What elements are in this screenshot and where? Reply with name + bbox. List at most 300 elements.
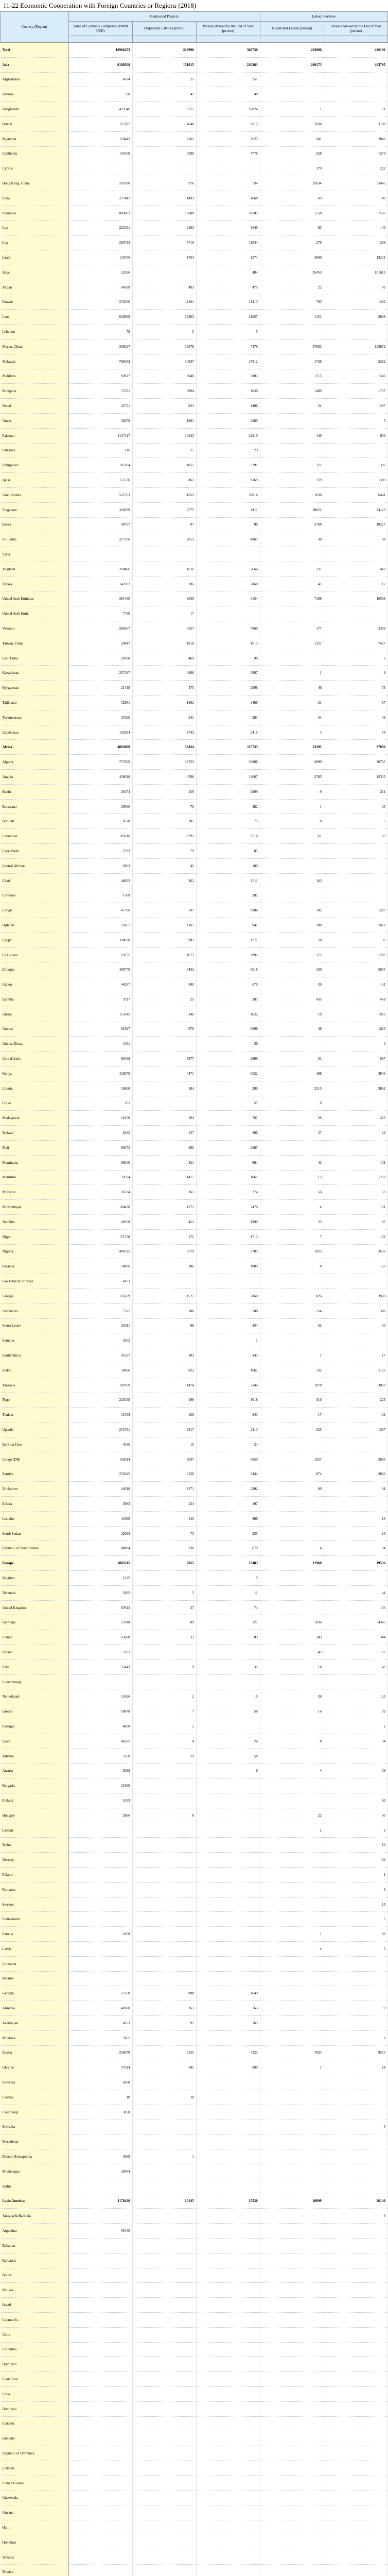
value-cell: 89 <box>132 1615 196 1630</box>
value-cell: 1935 <box>324 1007 387 1022</box>
value-cell: 3920 <box>324 1289 387 1303</box>
country-name: Haiti <box>1 2520 69 2535</box>
table-row <box>1 2401 388 2416</box>
value-cell <box>68 161 132 176</box>
value-cell: 1225 <box>68 1571 132 1586</box>
value-cell: 85 <box>196 844 260 859</box>
value-cell: 73 <box>324 681 387 696</box>
country-name: Dominica <box>1 2357 69 2372</box>
value-cell: 6154 <box>196 591 260 606</box>
value-cell: 20765 <box>324 755 387 770</box>
country-name: Honduras <box>1 2535 69 2550</box>
value-cell <box>132 2476 196 2490</box>
country-name: Japan <box>1 265 69 280</box>
value-cell: 34 <box>260 710 324 725</box>
value-cell: 1650 <box>196 384 260 399</box>
value-cell: 270256 <box>68 295 132 310</box>
value-cell <box>260 1511 324 1526</box>
table-row <box>1 2372 388 2387</box>
value-cell: 36 <box>196 1037 260 1052</box>
table-row <box>1 2327 388 2342</box>
value-cell: 92 <box>132 2015 196 2030</box>
value-cell: 122 <box>260 458 324 473</box>
value-cell: 482 <box>196 799 260 814</box>
value-cell: 47796 <box>68 903 132 918</box>
country-name: Turkey <box>1 577 69 591</box>
value-cell <box>68 2268 132 2283</box>
country-header: Country (Region) <box>1 12 69 43</box>
country-name: Djibouti <box>1 918 69 933</box>
country-name: Finland <box>1 1793 69 1808</box>
value-cell: 4776 <box>196 146 260 161</box>
value-cell: 6200 <box>68 2075 132 2090</box>
value-cell: 2785 <box>260 770 324 785</box>
value-cell <box>260 1719 324 1734</box>
country-name: Namibia <box>1 1214 69 1229</box>
value-cell: 19600 <box>68 1081 132 1096</box>
value-cell: 1737 <box>324 384 387 399</box>
value-cell: 4 <box>260 1942 324 1957</box>
value-cell <box>196 1853 260 1868</box>
value-cell <box>132 1853 196 1868</box>
table-row <box>1 1096 388 1111</box>
value-cell <box>260 888 324 903</box>
value-cell: 403795 <box>324 57 387 72</box>
value-cell: 182 <box>260 903 324 918</box>
unit-cell <box>68 36 132 43</box>
country-name: Liberia <box>1 1081 69 1096</box>
value-cell: 290 <box>196 1081 260 1096</box>
table-row <box>1 829 388 844</box>
value-cell: 64 <box>324 1853 387 1868</box>
value-cell <box>260 606 324 621</box>
country-name: United Arab Emirates <box>1 591 69 606</box>
country-name: Barbados <box>1 2253 69 2268</box>
value-cell: 2817 <box>132 1422 196 1437</box>
value-cell <box>196 1674 260 1689</box>
value-cell: 277441 <box>68 191 132 206</box>
value-cell <box>132 2386 196 2401</box>
value-cell: 3470 <box>196 1200 260 1215</box>
value-cell: 1999 <box>196 1214 260 1229</box>
value-cell <box>260 2490 324 2505</box>
table-row <box>1 858 388 873</box>
value-cell <box>132 1645 196 1660</box>
country-name: Cayman Is. <box>1 2312 69 2327</box>
value-cell: 489779 <box>68 962 132 977</box>
table-row <box>1 621 388 636</box>
table-row <box>1 1066 388 1081</box>
value-cell <box>260 1838 324 1853</box>
value-cell: 458 <box>324 992 387 1007</box>
value-cell: 54 <box>324 725 387 740</box>
country-name: Mongolia <box>1 384 69 399</box>
value-cell: 33 <box>324 799 387 814</box>
value-cell: 22819 <box>196 428 260 443</box>
value-cell: 406795 <box>68 1244 132 1259</box>
table-row <box>1 1393 388 1408</box>
value-cell: 1764 <box>132 250 196 265</box>
value-cell: 37443 <box>68 1659 132 1674</box>
value-cell: 1474 <box>132 1378 196 1393</box>
value-cell <box>68 1882 132 1897</box>
value-cell: 40 <box>324 1318 387 1333</box>
table-row <box>1 1422 388 1437</box>
table-row <box>1 1452 388 1467</box>
value-cell <box>68 1956 132 1971</box>
value-cell: 241 <box>132 710 196 725</box>
value-cell: 32634 <box>68 1170 132 1185</box>
value-cell <box>132 1571 196 1586</box>
value-cell <box>260 1497 324 1512</box>
value-cell <box>260 2134 324 2149</box>
value-cell: 263806 <box>260 43 324 58</box>
value-cell: 48804 <box>68 1541 132 1556</box>
value-cell <box>196 2431 260 2446</box>
table-row <box>1 1244 388 1259</box>
value-cell <box>196 2505 260 2520</box>
value-cell <box>196 2209 260 2224</box>
table-row <box>1 2416 388 2431</box>
value-cell: 4999 <box>260 755 324 770</box>
value-cell <box>260 2268 324 2283</box>
value-cell: 255 <box>260 1422 324 1437</box>
value-cell: 5751 <box>132 102 196 117</box>
value-cell <box>324 2179 387 2194</box>
value-cell: 12960 <box>260 1556 324 1571</box>
value-cell: 116269 <box>68 1289 132 1303</box>
value-cell: 48632 <box>68 873 132 888</box>
value-cell: 8 <box>132 1808 196 1823</box>
value-cell: 11 <box>324 102 387 117</box>
value-cell <box>132 2179 196 2194</box>
value-cell: 5952 <box>68 1333 132 1348</box>
value-cell <box>324 2550 387 2565</box>
value-cell: 75 <box>196 814 260 829</box>
table-row <box>1 666 388 681</box>
value-cell: 101 <box>324 1200 387 1215</box>
value-cell <box>132 1793 196 1808</box>
value-cell <box>196 2416 260 2431</box>
unit-cell <box>260 36 324 43</box>
value-cell <box>324 2164 387 2179</box>
value-cell: 5 <box>196 1571 260 1586</box>
value-cell: 9 <box>132 1659 196 1674</box>
value-cell: 220138 <box>68 1393 132 1408</box>
value-cell: 6441 <box>324 487 387 502</box>
value-cell: 1036 <box>260 1615 324 1630</box>
value-cell <box>68 1674 132 1689</box>
table-row <box>1 1838 388 1853</box>
value-cell: 1387 <box>324 1422 387 1437</box>
country-name: Bolivia <box>1 2283 69 2298</box>
value-cell: 3894 <box>132 384 196 399</box>
country-name: Sao Tome & Principe <box>1 1274 69 1289</box>
value-cell: 5997 <box>196 666 260 681</box>
country-name: Congo <box>1 903 69 918</box>
value-cell: 80488 <box>68 1052 132 1066</box>
value-cell <box>324 2283 387 2298</box>
table-row <box>1 1719 388 1734</box>
table-row <box>1 532 388 547</box>
value-cell <box>260 1526 324 1541</box>
country-name: Rwanda <box>1 1259 69 1274</box>
value-cell: 19755 <box>68 947 132 962</box>
country-name: Europe <box>1 1556 69 1571</box>
value-cell: 107 <box>196 1497 260 1512</box>
value-cell: 3350 <box>68 1749 132 1764</box>
value-cell <box>260 72 324 87</box>
value-cell: 103 <box>132 1348 196 1363</box>
country-name: Guyana <box>1 2505 69 2520</box>
value-cell: 2600 <box>260 250 324 265</box>
value-cell <box>132 161 196 176</box>
value-cell: 1649 <box>196 1986 260 2001</box>
country-name: Republic of South Sudan <box>1 1541 69 1556</box>
value-cell <box>68 2283 132 2298</box>
table-row <box>1 1659 388 1674</box>
value-cell: 1406 <box>196 399 260 414</box>
value-cell: 344 <box>324 1630 387 1645</box>
value-cell <box>260 547 324 562</box>
country-name: Africa <box>1 740 69 755</box>
value-cell: 33 <box>132 1630 196 1645</box>
value-cell <box>68 2342 132 2357</box>
value-cell: 2793 <box>68 844 132 859</box>
value-cell: 469 <box>132 651 196 666</box>
value-cell: 45 <box>260 1645 324 1660</box>
country-name: Oman <box>1 413 69 428</box>
value-cell: 221051 <box>68 221 132 235</box>
value-cell <box>324 1986 387 2001</box>
value-cell: 3 <box>324 2120 387 2134</box>
value-cell: 2809 <box>196 1052 260 1066</box>
table-row <box>1 1318 388 1333</box>
table-row <box>1 591 388 606</box>
value-cell <box>68 2120 132 2134</box>
value-cell: 2 <box>260 1823 324 1838</box>
table-row <box>1 562 388 577</box>
value-cell <box>196 2298 260 2313</box>
value-cell: 115735 <box>196 740 260 755</box>
table-row <box>1 1942 388 1957</box>
country-name: Ukraine <box>1 2060 69 2075</box>
value-cell <box>260 2446 324 2461</box>
value-cell: 10 <box>132 1437 196 1452</box>
value-cell <box>68 1868 132 1883</box>
value-cell: 7785 <box>196 1244 260 1259</box>
value-cell: 125 <box>324 1689 387 1704</box>
table-row <box>1 1868 388 1883</box>
table-row <box>1 2149 388 2164</box>
table-row <box>1 339 388 354</box>
table-row <box>1 636 388 651</box>
value-cell: 15520 <box>196 2194 260 2209</box>
value-cell: 281 <box>196 710 260 725</box>
value-cell: 493 <box>132 280 196 295</box>
value-cell: 12363 <box>132 310 196 325</box>
value-cell: 17812 <box>196 354 260 369</box>
value-cell: 5 <box>324 1942 387 1957</box>
value-cell <box>196 2535 260 2550</box>
cooperation-table <box>0 11 388 2576</box>
table-row <box>1 2253 388 2268</box>
country-name: Switzerland <box>1 1912 69 1927</box>
value-cell: 4 <box>260 725 324 740</box>
value-cell: 17 <box>132 606 196 621</box>
value-cell: 140 <box>324 221 387 235</box>
table-row <box>1 1541 388 1556</box>
value-cell <box>132 2461 196 2476</box>
value-cell: 22 <box>324 1408 387 1422</box>
value-cell: 757369 <box>68 755 132 770</box>
value-cell: 42 <box>132 858 196 873</box>
value-cell <box>260 1956 324 1971</box>
country-name: South Sudan <box>1 1526 69 1541</box>
country-name: Colombia <box>1 2342 69 2357</box>
table-row <box>1 2030 388 2045</box>
value-cell: 92827 <box>68 369 132 384</box>
value-cell: 3596 <box>132 146 196 161</box>
table-row <box>1 1749 388 1764</box>
value-cell: 1371 <box>132 1200 196 1215</box>
country-name: Kuwait <box>1 295 69 310</box>
value-cell: 793 <box>260 295 324 310</box>
country-name: Ethiopia <box>1 962 69 977</box>
value-cell: 5803 <box>196 369 260 384</box>
table-row <box>1 770 388 785</box>
value-cell: 31 <box>260 1052 324 1066</box>
value-cell <box>260 1333 324 1348</box>
country-name: Armenia <box>1 2001 69 2016</box>
value-cell: 159 <box>132 1408 196 1422</box>
value-cell <box>196 2030 260 2045</box>
value-cell: 26 <box>196 1734 260 1749</box>
country-name: Ghana <box>1 1007 69 1022</box>
value-cell <box>260 1037 324 1052</box>
value-cell <box>68 2401 132 2416</box>
value-cell: 4481 <box>68 1037 132 1052</box>
value-cell <box>196 1823 260 1838</box>
value-cell: 809602 <box>68 206 132 221</box>
value-cell: 88 <box>196 517 260 532</box>
value-cell: 25 <box>260 1214 324 1229</box>
country-name: Guinea <box>1 1022 69 1037</box>
table-row <box>1 2476 388 2490</box>
unit-cell <box>132 36 196 43</box>
country-name: Israel <box>1 250 69 265</box>
value-cell: 1 <box>260 1927 324 1942</box>
value-cell: 2 <box>132 1689 196 1704</box>
value-cell: 1579 <box>324 146 387 161</box>
value-cell: 270245 <box>68 1467 132 1482</box>
table-row <box>1 146 388 161</box>
value-cell: 9008 <box>196 1022 260 1037</box>
table-row <box>1 814 388 829</box>
value-cell: 5059 <box>196 1452 260 1467</box>
value-cell <box>260 1793 324 1808</box>
value-cell <box>196 1808 260 1823</box>
table-row <box>1 1467 388 1482</box>
value-cell <box>132 1674 196 1689</box>
value-cell: 132 <box>260 1363 324 1378</box>
table-row <box>1 2565 388 2576</box>
value-cell: 35 <box>196 1659 260 1674</box>
value-cell: 93 <box>260 221 324 235</box>
value-cell: 595780 <box>68 176 132 191</box>
value-cell <box>132 1971 196 1986</box>
country-name: Chad <box>1 873 69 888</box>
value-cell: 10024 <box>196 102 260 117</box>
value-cell: 64189 <box>68 280 132 295</box>
contracted-header: Contracted Projects <box>68 12 260 22</box>
value-cell: 94123 <box>324 502 387 517</box>
value-cell: 2103 <box>132 221 196 235</box>
value-cell: 13 <box>260 1170 324 1185</box>
value-cell <box>260 2565 324 2576</box>
value-cell: 263 <box>132 2001 196 2016</box>
country-name: Spain <box>1 1734 69 1749</box>
value-cell <box>196 2446 260 2461</box>
country-name: Niger <box>1 1229 69 1244</box>
value-cell: 177 <box>260 621 324 636</box>
table-row <box>1 681 388 696</box>
value-cell: 155736 <box>68 473 132 488</box>
value-cell: 251 <box>196 72 260 87</box>
value-cell <box>260 1749 324 1764</box>
value-cell <box>324 2312 387 2327</box>
value-cell <box>132 1274 196 1289</box>
value-cell: 61 <box>260 829 324 844</box>
value-cell: 10 <box>68 2090 132 2105</box>
value-cell: 1713 <box>196 1229 260 1244</box>
value-cell <box>196 2550 260 2565</box>
value-cell: 2815 <box>132 532 196 547</box>
value-cell <box>260 1986 324 2001</box>
value-cell: 58 <box>196 1749 260 1764</box>
country-name: Total <box>1 43 69 58</box>
value-cell: 976 <box>132 1022 196 1037</box>
value-cell <box>132 2550 196 2565</box>
value-cell: 310 <box>260 1393 324 1408</box>
value-cell: 508 <box>196 1303 260 1318</box>
value-cell: 187059 <box>68 1378 132 1393</box>
value-cell <box>132 1096 196 1111</box>
country-name: France <box>1 1630 69 1645</box>
value-cell: 44 <box>324 1585 387 1600</box>
value-cell: 288 <box>324 235 387 250</box>
country-name: Libya <box>1 1096 69 1111</box>
value-cell: 2415 <box>196 725 260 740</box>
value-cell: 10 <box>324 1838 387 1853</box>
value-cell <box>324 2327 387 2342</box>
country-name: Brazil <box>1 2298 69 2313</box>
value-cell: 14667 <box>196 770 260 785</box>
value-cell <box>324 72 387 87</box>
value-cell <box>68 1823 132 1838</box>
value-cell <box>260 1571 324 1586</box>
value-cell <box>260 2401 324 2416</box>
value-cell <box>68 2535 132 2550</box>
value-cell: 53445 <box>324 176 387 191</box>
value-cell: 1127117 <box>68 428 132 443</box>
value-cell: 217376 <box>68 532 132 547</box>
value-cell: 53434 <box>132 740 196 755</box>
value-cell: 103 <box>324 1600 387 1615</box>
value-cell <box>260 2416 324 2431</box>
table-row <box>1 2238 388 2253</box>
table-row <box>1 1022 388 1037</box>
